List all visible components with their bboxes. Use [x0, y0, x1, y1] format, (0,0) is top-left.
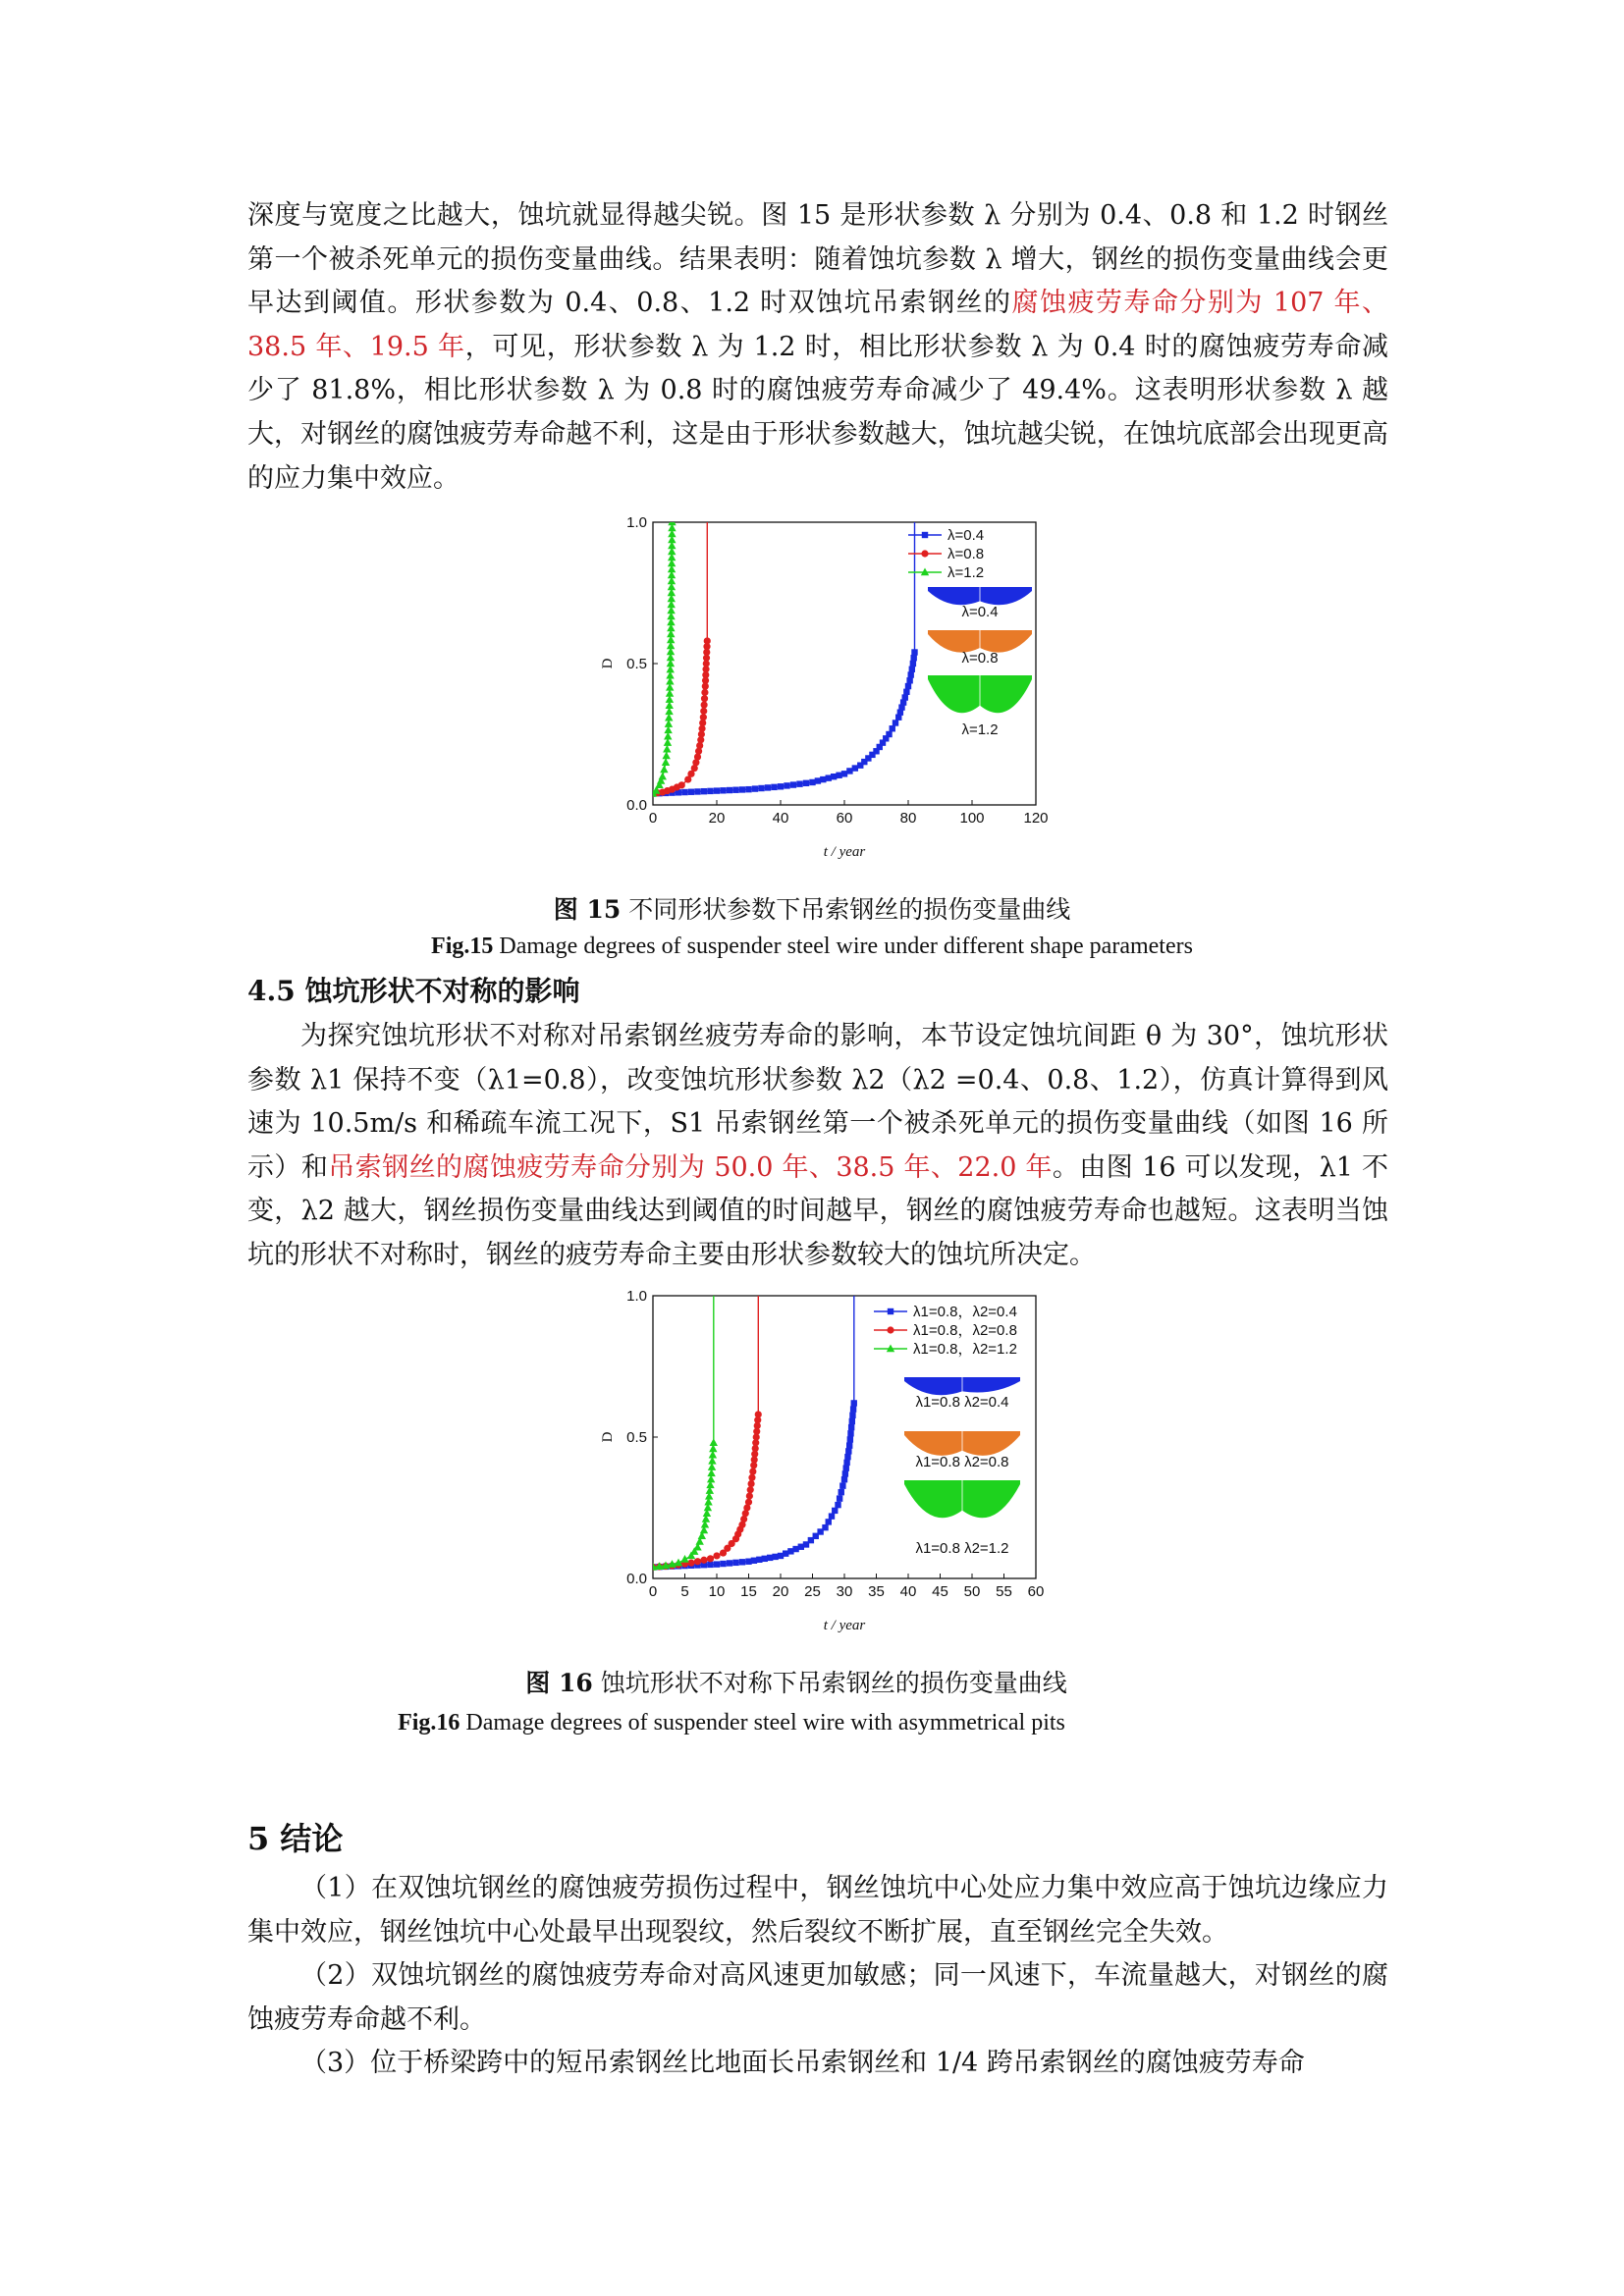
data-point-marker	[765, 784, 771, 790]
x-tick-label: 25	[804, 1583, 821, 1600]
data-point-marker	[905, 683, 911, 689]
y-tick-label: 0.5	[626, 656, 647, 672]
data-point-marker	[888, 1308, 893, 1314]
data-point-marker	[745, 1499, 752, 1506]
data-point-marker	[778, 783, 784, 789]
series-3	[649, 1291, 718, 1571]
y-axis-label: D	[600, 658, 616, 669]
data-point-marker	[748, 1480, 755, 1487]
data-point-marker	[668, 518, 676, 526]
paragraph-text: 。由图 16 可以发现，λ1 不变，λ2 越大，钢丝损伤变量曲线达到阈值的时间越早，钢丝的腐蚀疲劳寿命也越短。这表明当蚀坑的形状不对称时，钢丝的疲劳寿命主要由形状参数较大的蚀坑所决定。	[247, 1151, 1388, 1270]
data-point-marker	[707, 1555, 714, 1562]
data-point-marker	[829, 1513, 835, 1519]
data-point-marker	[707, 788, 713, 794]
x-tick-label: 35	[868, 1583, 885, 1600]
caption-text: Damage degrees of suspender steel wire under different shape parameters	[493, 934, 1193, 959]
caption-label: 图 16	[525, 1669, 593, 1697]
data-point-marker	[704, 637, 711, 644]
data-point-marker	[906, 677, 912, 683]
caption-label: Fig.16	[398, 1710, 460, 1735]
pit-shape-inset	[904, 1377, 1020, 1411]
data-point-marker	[922, 532, 928, 538]
data-point-marker	[910, 655, 916, 661]
data-point-marker	[843, 1460, 849, 1466]
data-point-marker	[747, 1486, 754, 1493]
data-point-marker	[887, 1326, 893, 1333]
data-point-marker	[739, 1559, 745, 1565]
data-point-marker	[910, 661, 916, 667]
data-point-marker	[701, 689, 708, 696]
data-point-marker	[688, 789, 694, 795]
figure-16-caption-cn	[0, 1664, 1608, 1699]
data-point-marker	[694, 1558, 701, 1565]
data-point-marker	[660, 766, 668, 774]
data-point-marker	[720, 787, 726, 793]
figure-15-caption-en	[0, 934, 1624, 960]
caption-text: Damage degrees of suspender steel wire with asymmetrical pits	[460, 1710, 1065, 1735]
data-point-marker	[848, 1424, 854, 1430]
x-tick-label: 100	[959, 810, 985, 827]
legend-label: λ=0.8	[947, 546, 985, 562]
data-point-marker	[902, 694, 908, 700]
caption-label: Fig.15	[431, 934, 494, 959]
data-point-marker	[803, 780, 809, 786]
conclusion-1: （1）在双蚀坑钢丝的腐蚀疲劳损伤过程中，钢丝蚀坑中心处应力集中效应高于蚀坑边缘应力集中效应，钢丝蚀坑中心处最早出现裂纹，然后裂纹不断扩展，直至钢丝完全失效。	[247, 1873, 1388, 1948]
data-point-marker	[849, 1418, 855, 1424]
figure-15-caption-cn	[0, 890, 1624, 926]
highlight-text: 吊索钢丝的腐蚀疲劳寿命分别为 50.0 年、38.5 年、22.0 年	[328, 1151, 1053, 1183]
data-point-marker	[701, 701, 708, 708]
x-tick-label: 60	[836, 810, 853, 827]
x-tick-label: 40	[772, 810, 789, 827]
data-point-marker	[921, 550, 928, 557]
y-tick-label: 0.0	[626, 797, 647, 814]
data-point-marker	[839, 1482, 845, 1488]
data-point-marker	[700, 708, 707, 715]
data-point-marker	[662, 752, 670, 760]
x-tick-label: 30	[836, 1583, 853, 1600]
highlight-text: 腐蚀疲劳寿命分别为 107 年、38.5 年、19.5 年	[247, 288, 1388, 362]
x-tick-label: 60	[1027, 1583, 1045, 1600]
series-1	[650, 517, 918, 797]
conclusion-2: （2）双蚀坑钢丝的腐蚀疲劳寿命对高风速更加敏感；同一风速下，车流量越大，对钢丝的腐蚀疲劳寿命越不利。	[247, 1960, 1388, 2035]
x-tick-label: 120	[1023, 810, 1049, 827]
y-axis-label: D	[600, 1431, 616, 1443]
data-point-marker	[755, 1411, 762, 1417]
data-point-marker	[842, 1470, 848, 1476]
data-point-marker	[893, 720, 898, 725]
legend-label: λ1=0.8，λ2=1.2	[913, 1341, 1017, 1358]
data-point-marker	[720, 1561, 726, 1567]
data-point-marker	[841, 1476, 847, 1482]
paragraph-text: 深度与宽度之比越大，蚀坑就显得越尖锐。图 15 是形状参数 λ 分别为 0.4、0.8 和 1.2 时钢丝第一个被杀死单元的损伤变量曲线。结果表明：随着蚀坑参数 λ 增大，钢丝的损伤变量曲线会更早达到阈值。形状参数为 0.4、0.8、1.2 时双蚀坑吊索钢丝的	[247, 200, 1388, 319]
data-point-marker	[845, 1448, 851, 1454]
caption-label: 图 15	[553, 895, 622, 924]
data-point-marker	[749, 1468, 756, 1474]
x-tick-label: 40	[899, 1583, 917, 1600]
legend-label: λ=1.2	[947, 564, 985, 581]
x-tick-label: 20	[708, 810, 726, 827]
data-point-marker	[727, 787, 732, 793]
data-point-marker	[886, 731, 892, 737]
x-tick-label: 50	[963, 1583, 981, 1600]
data-point-marker	[707, 1562, 713, 1568]
data-point-marker	[771, 784, 777, 790]
data-point-marker	[847, 1436, 853, 1442]
caption-text: 不同形状参数下吊索钢丝的损伤变量曲线	[621, 895, 1071, 924]
x-tick-label: 80	[899, 810, 917, 827]
conclusion-3: （3）位于桥梁跨中的短吊索钢丝比地面长吊索钢丝和 1/4 跨吊索钢丝的腐蚀疲劳寿命	[300, 2048, 1305, 2078]
series-2	[649, 1291, 761, 1571]
x-tick-label: 55	[996, 1583, 1012, 1600]
x-tick-label: 0	[648, 1583, 658, 1600]
inset-label: λ=0.4	[961, 604, 999, 620]
pit-shape-inset	[928, 675, 1032, 738]
series-2	[649, 517, 710, 797]
x-tick-label: 10	[708, 1583, 726, 1600]
caption-text: 蚀坑形状不对称下吊索钢丝的损伤变量曲线	[592, 1669, 1067, 1697]
data-point-marker	[745, 786, 751, 792]
data-point-marker	[739, 786, 745, 792]
data-point-marker	[700, 714, 707, 721]
data-point-marker	[843, 1465, 849, 1470]
data-point-marker	[700, 1557, 707, 1564]
data-point-marker	[847, 1430, 853, 1436]
data-point-marker	[748, 1474, 755, 1481]
data-point-marker	[846, 1442, 852, 1448]
data-point-marker	[796, 780, 802, 786]
y-tick-label: 0.5	[626, 1429, 647, 1446]
data-point-marker	[678, 781, 685, 788]
data-point-marker	[713, 1552, 720, 1559]
data-point-marker	[663, 745, 671, 753]
inset-label: λ1=0.8 λ2=1.2	[915, 1540, 1009, 1557]
x-tick-label: 0	[648, 810, 658, 827]
data-point-marker	[694, 788, 700, 794]
data-point-marker	[911, 649, 917, 655]
data-point-marker	[710, 1438, 718, 1446]
data-point-marker	[714, 787, 720, 793]
data-point-marker	[850, 1406, 856, 1412]
y-tick-label: 1.0	[626, 514, 647, 531]
data-point-marker	[752, 785, 758, 791]
data-point-marker	[903, 689, 909, 695]
data-point-marker	[835, 1502, 840, 1508]
inset-label: λ=1.2	[961, 721, 999, 738]
paragraph-text: ，可见，形状参数 λ 为 1.2 时，相比形状参数 λ 为 0.4 时的腐蚀疲劳寿命减少了 81.8%，相比形状参数 λ 为 0.8 时的腐蚀疲劳寿命减少了 49.4%。这表明形状参数 λ 越大，对钢丝的腐蚀疲劳寿命越不利，这是由于形状参数越大，蚀坑越尖锐，在蚀坑底部会出现更高的应力集中效应。	[247, 331, 1388, 494]
y-tick-label: 0.0	[626, 1571, 647, 1587]
data-point-marker	[659, 773, 667, 780]
pit-shape-inset	[928, 630, 1032, 667]
section-heading-4-5: 4.5 蚀坑形状不对称的影响	[247, 975, 580, 1007]
data-point-marker	[784, 782, 789, 788]
legend-label: λ=0.4	[947, 527, 985, 544]
data-point-marker	[727, 1560, 732, 1566]
inset-label: λ=0.8	[961, 650, 999, 667]
x-axis-label: t / year	[823, 844, 866, 860]
figure-16-caption-en	[0, 1710, 1543, 1736]
data-point-marker	[701, 788, 707, 794]
legend-label: λ1=0.8，λ2=0.4	[913, 1304, 1017, 1320]
data-point-marker	[732, 1560, 738, 1566]
x-tick-label: 45	[932, 1583, 948, 1600]
data-point-marker	[822, 1524, 828, 1530]
y-tick-label: 1.0	[626, 1288, 647, 1305]
paragraph-text: 为探究蚀坑形状不对称对吊索钢丝疲劳寿命的影响，本节设定蚀坑间距 θ 为 30°，蚀坑形状参数 λ1 保持不变（λ1=0.8），改变蚀坑形状参数 λ2（λ2 =0.4、0.8、1.2），仿真计算得到风速为 10.5m/s 和稀疏车流工况下，S1 吊索钢丝第一个被杀死单元的损伤变量曲线（如图 16 所示）和	[247, 1021, 1388, 1183]
data-point-marker	[746, 1492, 753, 1499]
data-point-marker	[714, 1561, 720, 1567]
data-point-marker	[849, 1413, 855, 1418]
x-tick-label: 5	[680, 1583, 689, 1600]
x-tick-label: 15	[740, 1583, 757, 1600]
data-point-marker	[687, 1560, 694, 1567]
x-tick-label: 20	[772, 1583, 789, 1600]
section-heading-5: 5 结论	[247, 1820, 344, 1857]
figure-16-chart	[589, 1284, 1070, 1647]
data-point-marker	[908, 671, 914, 677]
data-point-marker	[701, 695, 708, 702]
pit-shape-inset	[904, 1480, 1020, 1557]
inset-label: λ1=0.8 λ2=0.8	[915, 1454, 1009, 1470]
paragraph-asymmetric-pits	[247, 1015, 1388, 1278]
data-point-marker	[837, 1495, 842, 1501]
data-point-marker	[909, 667, 915, 672]
legend-label: λ1=0.8，λ2=0.8	[913, 1322, 1017, 1339]
data-point-marker	[839, 1489, 844, 1495]
data-point-marker	[681, 789, 687, 795]
data-point-marker	[732, 787, 738, 793]
inset-label: λ1=0.8 λ2=0.4	[915, 1394, 1009, 1411]
data-point-marker	[758, 785, 764, 791]
figure-15-chart	[589, 510, 1070, 874]
data-point-marker	[826, 1519, 832, 1524]
paragraph-shape-parameter	[247, 194, 1388, 501]
data-point-marker	[662, 758, 670, 766]
x-axis-label: t / year	[823, 1618, 866, 1633]
data-point-marker	[844, 1454, 850, 1460]
pit-shape-inset	[904, 1431, 1020, 1470]
pit-shape-inset	[928, 587, 1032, 620]
data-point-marker	[790, 781, 796, 787]
data-point-marker	[832, 1508, 838, 1514]
data-point-marker	[890, 725, 895, 731]
legend	[874, 1304, 1017, 1358]
legend	[908, 527, 984, 581]
data-point-marker	[851, 1400, 857, 1406]
